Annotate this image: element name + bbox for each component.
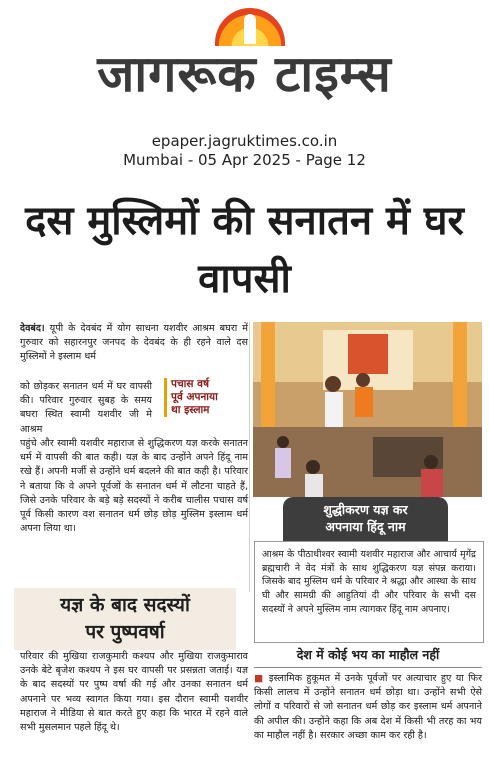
pull-quote-line: था इस्लाम — [171, 404, 210, 416]
pull-quote — [164, 378, 255, 417]
article-photo — [253, 322, 482, 497]
article-paragraph-2: पहुंचे और स्वामी यशवीर महाराज से शुद्धिकरण यज्ञ करके सनातन धर्म में वापसी की बात कही। यज्ञ के बाद उन्होंने अपने हिंदू नाम रखे हैं। अपनी मर्जी से उन्होंने धर्म बदलने की बात कही है। परिवार ने बताया कि वे अपने पूर्वजों के सनातन धर्म में लौटना चाहते हैं, जिसे उनके परिवार के बड़े बड़े सदस्यों ने करीब चालीस पचास वर्ष पूर्व किसी कारण वश सनातन धर्म छोड़ छोड़ मुस्लिम इस्लाम धर्म अपना लिया था। — [20, 438, 248, 535]
article-paragraph-1-text: यूपी के देवबंद में योग साधना यशवीर आश्रम बघरा में गुरुवार को सहारनपुर जनपद के देवबंद के ही रहने वाले दस मुस्लिमों ने इस्लाम धर्म — [20, 323, 248, 363]
caption-heading-line: शुद्धीकरण यज्ञ कर — [323, 502, 408, 517]
article-paragraph-1 — [20, 322, 248, 365]
column-divider — [249, 322, 250, 592]
newspaper-logo: जागरूक टाइम्स — [97, 45, 392, 103]
article-paragraph-1-continued: को छोड़कर सनातन धर्म में घर वापसी की। परिवार गुरुवार सुबह के समय बघरा स्थित स्वामी यशवीर जी मे आश्रम — [20, 381, 152, 435]
pull-quote-line: पूर्व अपनाया — [171, 391, 218, 403]
article-paragraph-4-text: इस्लामिक हुकूमत में उनके पूर्वजों पर अत्याचार हुए या फिर किसी लालच में उन्होंने सनातन धर्म छोड़ा था। उन्होंने सभी ऐसे लोगों व परिवारों से जो सनातन धर्म छोड़ कर इस्लाम धर्म अपनाने की अपील की। उन्होंने कहा कि अब देश में किसी भी तरह का भय का माहौल नहीं है। सरकार अच्छा काम कर रही है। — [254, 673, 482, 741]
pen-nib-icon — [244, 14, 256, 44]
dateline: देवबंद। — [20, 323, 45, 334]
edition-info: Mumbai - 05 Apr 2025 - Page 12 — [123, 151, 366, 169]
epaper-url: epaper.jagruktimes.co.in — [151, 132, 338, 150]
caption-heading-line: अपनाया हिंदू नाम — [325, 519, 406, 534]
article-paragraph-3: परिवार की मुखिया राजकुमारी कश्यप और मुखिया राजकुमाराव उनके बेटे बृजेश कश्यप ने इस घर वापसी पर प्रसन्नता जताई। यज्ञ के बाद सदस्यों पर पुष्प वर्षा की गई और उनका सनातन धर्म अपनाने पर भव्य स्वागत किया गया। इस दौरान स्वामी यशवीर महाराज ने मीडिया से बात करते हुए कहा कि भारत में रहने वाले सभी मुसलमान पहले हिंदू थे। — [20, 651, 248, 734]
subheading-left-line: यज्ञ के बाद सदस्यों — [60, 594, 190, 616]
article-paragraph-4 — [254, 672, 482, 743]
pull-quote-line: पचास वर्ष — [171, 378, 210, 390]
subheading-left — [14, 588, 236, 650]
photo-caption: आश्रम के पीठाधीश्वर स्वामी यशवीर महाराज और आचार्य मृगेंद्र ब्रह्मचारी ने वेद मंत्रों के साथ शुद्धिकरण यज्ञ संपन्न कराया। जिसके बाद मुस्लिम धर्म के परिवार ने श्रद्धा और आस्था के साथ घी और सामग्री की आहुतियां दी और परिवार के सभी दस सदस्यों ने अपने मुस्लिम नाम त्यागकर हिंदू नाम अपनाए। — [254, 541, 484, 643]
subheading-left-line: पर पुष्पवर्षा — [85, 621, 165, 643]
caption-heading — [283, 497, 448, 543]
subheading-right: देश में कोई भय का माहौल नहीं — [254, 646, 482, 668]
article-headline: दस मुस्लिमों की सनातन में घर वापसी — [25, 198, 464, 302]
bullet-icon: ■ — [254, 673, 269, 684]
